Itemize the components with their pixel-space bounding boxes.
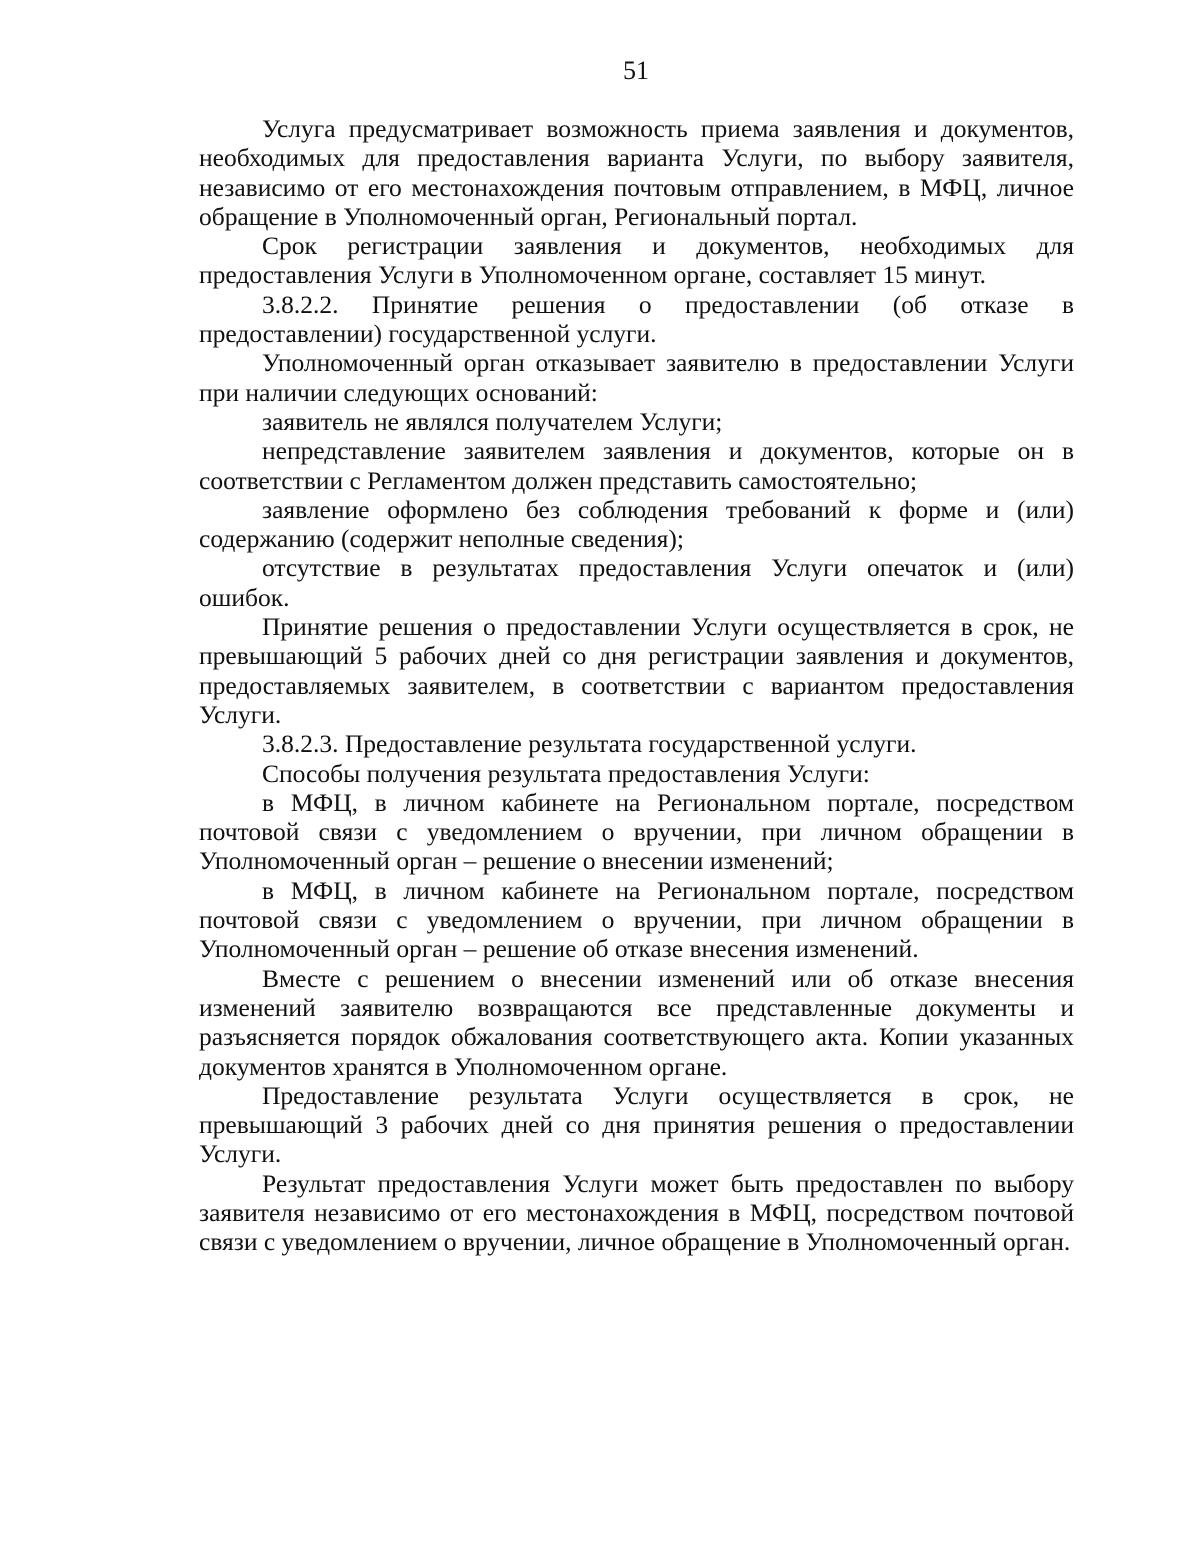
paragraph: Способы получения результата предоставления Услуги: bbox=[262, 758, 870, 788]
paragraph: заявитель не являлся получателем Услуги; bbox=[262, 406, 723, 436]
paragraph: 3.8.2.3. Предоставление результата государственной услуги. bbox=[262, 729, 917, 759]
paragraph: отсутствие в результатах предоставления Услуги опечаток и (или) ошибок. bbox=[199, 553, 1074, 612]
paragraph: Результат предоставления Услуги может быть предоставлен по выбору заявителя независимо от его местонахождения в МФЦ, посредством почтовой связи с уведомлением о вручении, личное обращение в Уполномоченный орган. bbox=[199, 1168, 1074, 1257]
paragraph: 3.8.2.2. Принятие решения о предоставлении (об отказе в предоставлении) государственной услуги. bbox=[199, 289, 1074, 349]
paragraph: Услуга предусматривает возможность приема заявления и документов, необходимых для предоставления варианта Услуги, по выбору заявителя, независимо от его местонахождения почтовым отправлением, в МФЦ, личное обращение в Уполномоченный орган, Региональный портал. bbox=[199, 114, 1074, 231]
paragraph: в МФЦ, в личном кабинете на Региональном портале, посредством почтовой связи с уведомлением о вручении, при личном обращении в Уполномоченный орган – решение об отказе внесения изменений. bbox=[199, 875, 1074, 964]
paragraph: Предоставление результата Услуги осуществляется в срок, не превышающий 3 рабочих дней со дня принятия решения о предоставлении Услуги. bbox=[199, 1080, 1074, 1169]
paragraph: в МФЦ, в личном кабинете на Региональном портале, посредством почтовой связи с уведомлением о вручении, при личном обращении в Уполномоченный орган – решение о внесении изменений; bbox=[199, 787, 1074, 876]
page-number: 51 bbox=[623, 56, 649, 85]
document-body bbox=[199, 114, 1074, 1257]
paragraph: Срок регистрации заявления и документов, необходимых для предоставления Услуги в Уполномоченном органе, составляет 15 минут. bbox=[199, 231, 1074, 290]
paragraph: Принятие решения о предоставлении Услуги осуществляется в срок, не превышающий 5 рабочих дней со дня регистрации заявления и документов, предоставляемых заявителем, в соответствии с вариантом предоставления Услуги. bbox=[199, 612, 1074, 729]
paragraph: Уполномоченный орган отказывает заявителю в предоставлении Услуги при наличии следующих оснований: bbox=[199, 348, 1074, 407]
paragraph: непредставление заявителем заявления и документов, которые он в соответствии с Регламентом должен представить самостоятельно; bbox=[199, 436, 1074, 495]
paragraph: заявление оформлено без соблюдения требований к форме и (или) содержанию (содержит неполные сведения); bbox=[199, 494, 1074, 554]
paragraph: Вместе с решением о внесении изменений или об отказе внесения изменений заявителю возвращаются все представленные документы и разъясняется порядок обжалования соответствующего акта. Копии указанных документов хранятся в Уполномоченном органе. bbox=[199, 963, 1074, 1081]
